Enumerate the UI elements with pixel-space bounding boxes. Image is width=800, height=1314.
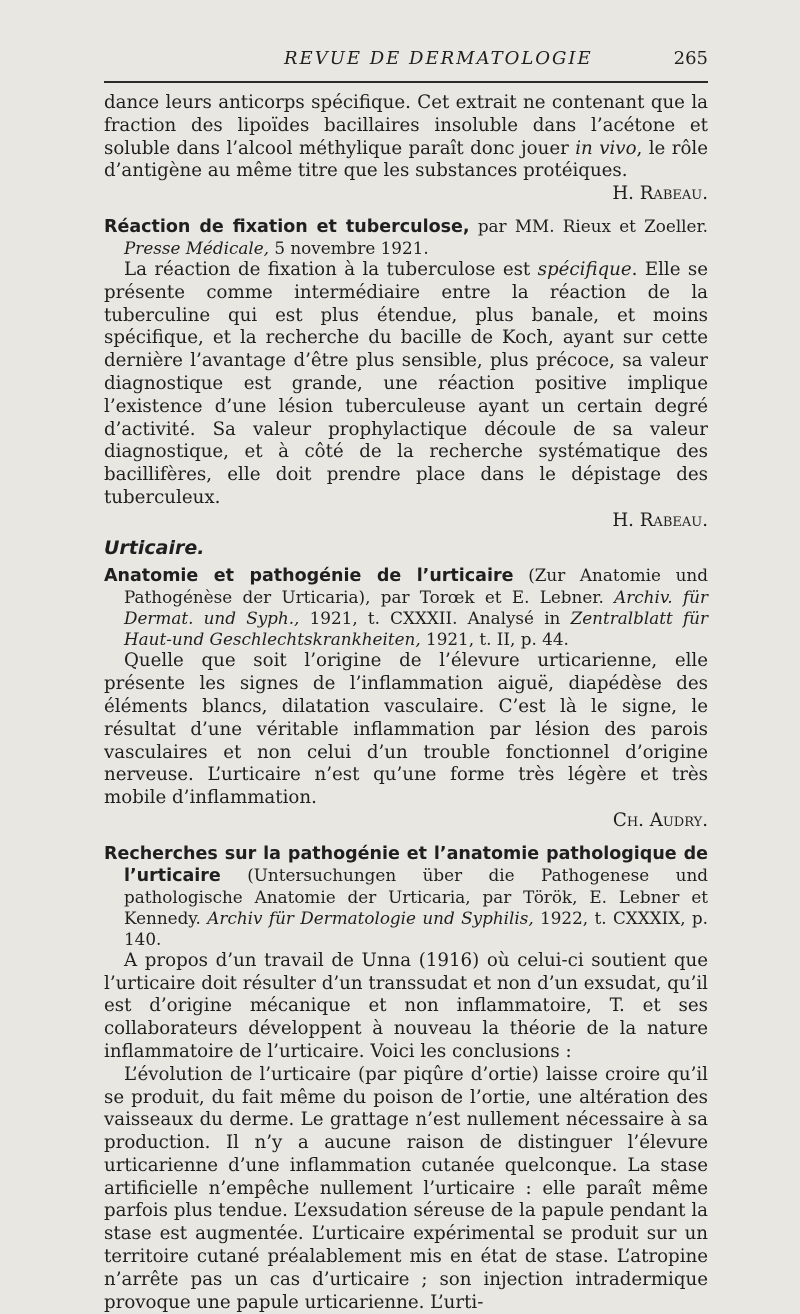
article-reference: Recherches sur la pathogénie et l’anatomie pathologique de l’urticaire (Untersuchungen über die Pathogenese und pathologische Anatomie der Urticaria, par Török, E. Lebner et Kennedy. Archiv für Dermatologie und Syphilis, 1922, t. CXXXIX, p. 140. bbox=[104, 843, 708, 949]
signature: H. Rabeau. bbox=[612, 509, 708, 531]
section-title: Urticaire. bbox=[104, 536, 205, 559]
header-rule bbox=[104, 81, 708, 83]
article-paragraph: La réaction de fixation à la tuberculose est spécifique. Elle se présente comme intermédiaire entre la réaction de la tuberculine qui est plus étendue, plus banale, et moins spécifique, et la recherche du bacille de Koch, ayant sur cette dernière l’avantage d’être plus sensible, plus précoce, sa valeur diagnostique est grande, une réaction positive implique l’existence d’une lésion tuberculeuse ayant un certain degré d’activité. Sa valeur prophylactique découle de sa valeur diagnostique, et à côté de la recherche systématique des bacillifères, elle doit prendre place dans le dépistage des tuberculeux. bbox=[104, 258, 708, 508]
article-reference: Réaction de fixation et tuberculose, par MM. Rieux et Zoeller. Presse Médicale, 5 novembre 1921. bbox=[104, 215, 708, 258]
article-paragraph: L’évolution de l’urticaire (par piqûre d’ortie) laisse croire qu’il se produit, du fait même du poison de l’ortie, une altération des vaisseaux du derme. Le grattage n’est nullement nécessaire à sa production. Il n’y a aucune raison de distinguer l’élevure urticarienne d’une inflammation cutanée quelconque. La stase artificielle n’empêche nullement l’urticaire : elle paraît même parfois plus tendue. L’exsudation séreuse de la papule pendant la stase est augmentée. L’urticaire expérimental se produit sur un territoire cutané préalablement mis en état de stase. L’atropine n’arrête pas un cas d’urticaire ; son injection intradermique provoque une papule urticarienne. L’urti- bbox=[104, 1063, 708, 1313]
article-paragraph: A propos d’un travail de Unna (1916) où celui-ci soutient que l’urticaire doit résulter d’un transsudat et non d’un exsudat, qu’il est d’origine mécanique et non inflammatoire, T. et ses collaborateurs développent à nouveau la théorie de la nature inflammatoire de l’urticaire. Voici les conclusions : bbox=[104, 949, 708, 1062]
page-body bbox=[104, 92, 708, 1314]
signature: Ch. Audry. bbox=[612, 809, 708, 831]
page-number: 265 bbox=[673, 48, 708, 69]
article-title: Anatomie et pathogénie de l’urticaire bbox=[104, 566, 514, 587]
article-reference: Anatomie et pathogénie de l’urticaire (Zur Anatomie und Pathogénèse der Urticaria), par Torœk et E. Lebner. Archiv. für Dermat. und Syph., 1921, t. CXXXII. Analysé in Zentralblatt für Haut-und Geschlechtskrankheiten, 1921, t. II, p. 44. bbox=[104, 565, 708, 650]
article-title: Réaction de fixation et tuberculose, bbox=[104, 216, 470, 237]
running-title: REVUE DE DERMATOLOGIE bbox=[284, 48, 593, 69]
page-header bbox=[104, 48, 708, 76]
article-paragraph: Quelle que soit l’origine de l’élevure urticarienne, elle présente les signes de l’inflammation aiguë, diapédèse des éléments blancs, dilatation vasculaire. C’est là le signe, le résultat d’une véritable inflammation par lésion des parois vasculaires et non celui d’un trouble fonctionnel d’origine nerveuse. L’urticaire n’est qu’une forme très légère et très mobile d’inflammation. bbox=[104, 650, 708, 809]
article-title: Recherches sur la pathogénie et l’anatomie pathologique de l’urticaire bbox=[104, 843, 708, 886]
signature: H. Rabeau. bbox=[612, 183, 708, 205]
continued-paragraph: dance leurs anticorps spécifique. Cet extrait ne contenant que la fraction des lipoïdes bacillaires insoluble dans l’acétone et soluble dans l’alcool méthylique paraît donc jouer in vivo, le rôle d’antigène au même titre que les substances protéiques. bbox=[104, 92, 708, 182]
